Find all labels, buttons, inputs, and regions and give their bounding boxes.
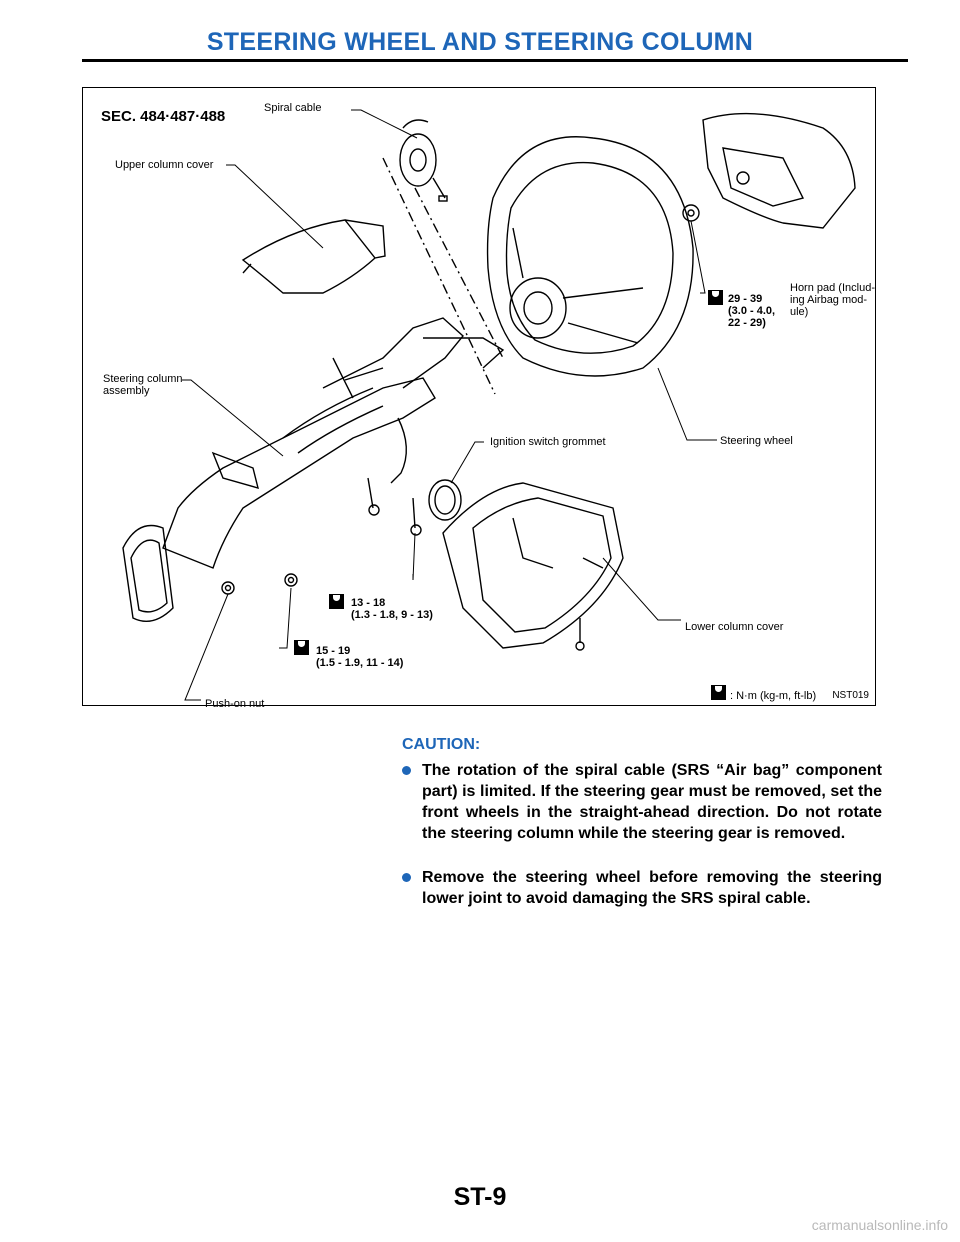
- horn-pad-label: Horn pad (Includ- ing Airbag mod- ule): [790, 282, 875, 318]
- spiral-cable-drawing: [400, 120, 447, 201]
- caution-item-text: The rotation of the spiral cable (SRS “Air bag” component part) is limited. If the steering gear must be removed, set the front wheels in the straight-ahead direction. Do not rotate the steering column while the steering gear is removed.: [422, 762, 882, 842]
- torque-29-39-label: 29 - 39 (3.0 - 4.0, 22 - 29): [728, 293, 776, 329]
- caution-item: [402, 867, 882, 909]
- caution-item: [402, 760, 882, 844]
- push-on-nut-label: Push-on nut: [205, 698, 265, 710]
- fasteners-drawing: [222, 478, 584, 650]
- steering-column-assembly-label: Steering column assembly: [103, 373, 183, 397]
- torque-wrench-icon: [711, 685, 726, 700]
- watermark[interactable]: carmanualsonline.info: [811, 1217, 948, 1233]
- steering-wheel-drawing: [488, 137, 694, 376]
- spiral-cable-label: Spiral cable: [264, 102, 322, 114]
- exploded-view-drawing: [83, 88, 877, 707]
- ignition-switch-grommet-label: Ignition switch grommet: [490, 436, 606, 448]
- upper-column-cover-drawing: [243, 220, 385, 293]
- horn-pad-drawing: [683, 114, 855, 228]
- torque-units-legend: : N·m (kg-m, ft-lb): [730, 690, 817, 702]
- torque-15-19-label: 15 - 19 (1.5 - 1.9, 11 - 14): [316, 645, 404, 669]
- torque-13-18-label: 13 - 18 (1.3 - 1.8, 9 - 13): [351, 597, 433, 621]
- leader-lines: [182, 110, 717, 700]
- bullet-icon: [402, 873, 411, 882]
- torque-wrench-icon: [294, 640, 309, 655]
- lower-column-cover-drawing: [443, 483, 623, 648]
- caution-heading: CAUTION:: [402, 736, 481, 753]
- caution-item-text: Remove the steering wheel before removing the steering lower joint to avoid damaging the SRS spiral cable.: [422, 869, 882, 907]
- lower-column-cover-label: Lower column cover: [685, 621, 784, 633]
- upper-column-cover-label: Upper column cover: [115, 159, 214, 171]
- figure-reference-code: NST019: [832, 690, 869, 701]
- section-reference: SEC. 484·487·488: [101, 108, 226, 125]
- steering-wheel-label: Steering wheel: [720, 435, 793, 447]
- header-title: STEERING WHEEL AND STEERING COLUMN: [206, 28, 754, 56]
- header-rule: [82, 59, 908, 62]
- torque-wrench-icon: [708, 290, 723, 305]
- exploded-view-figure: [82, 87, 876, 710]
- steering-column-drawing: [123, 318, 503, 621]
- torque-wrench-icon: [329, 594, 344, 609]
- page-number: ST-9: [453, 1183, 507, 1211]
- bullet-icon: [402, 766, 411, 775]
